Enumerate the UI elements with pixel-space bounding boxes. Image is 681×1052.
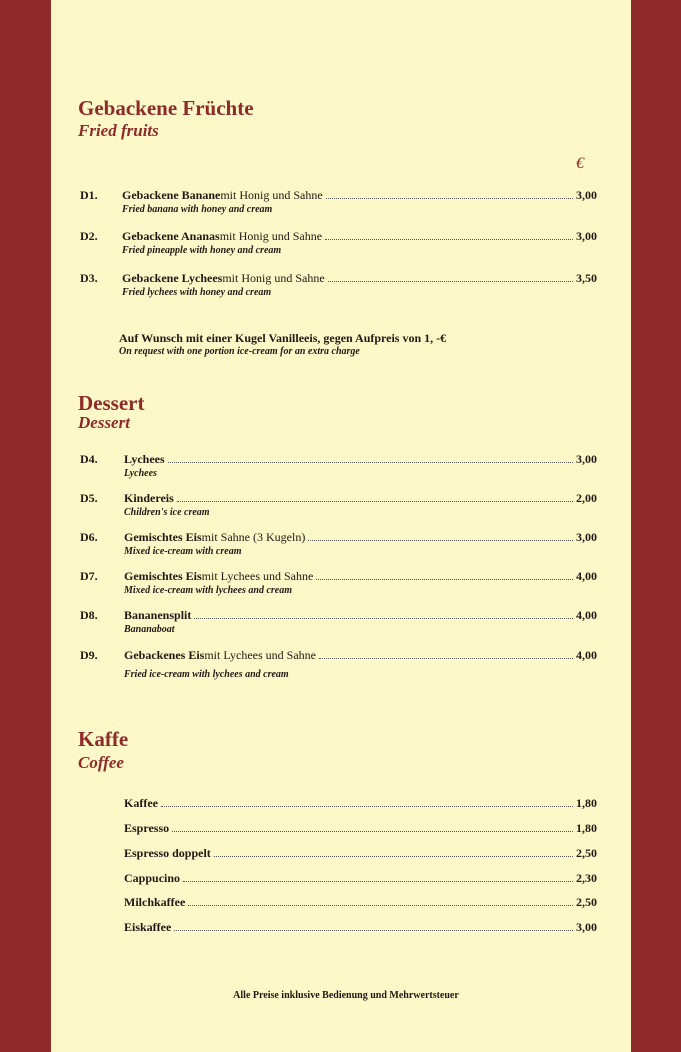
menu-item-espresso-doppelt — [51, 846, 631, 862]
menu-item-d9 — [51, 648, 631, 680]
item-code: D4. — [80, 452, 98, 466]
dot-leader — [174, 920, 573, 931]
item-code: D1. — [80, 188, 98, 202]
item-code: D6. — [80, 530, 98, 544]
item-price: 2,50 — [576, 895, 597, 909]
menu-item-d6 — [51, 530, 631, 562]
item-name: Espresso doppelt — [124, 846, 211, 860]
item-extra: mit Honig und Sahne — [222, 271, 325, 285]
item-name: Eiskaffee — [124, 920, 172, 934]
section-subtitle-dessert: Dessert — [78, 413, 130, 432]
item-price: 3,00 — [576, 920, 597, 934]
item-price: 4,00 — [576, 648, 597, 662]
dot-leader — [308, 530, 573, 541]
item-name: Gebackene Banane — [122, 188, 221, 202]
item-line — [122, 271, 597, 286]
section-subtitle-fried-fruits: Fried fruits — [78, 121, 159, 140]
item-price: 3,00 — [576, 188, 597, 202]
item-name: Bananensplit — [124, 608, 192, 622]
item-name: Gebackenes Eis — [124, 648, 205, 662]
item-extra: mit Honig und Sahne — [220, 188, 323, 202]
item-name: Cappucino — [124, 871, 181, 885]
menu-item-d4 — [51, 452, 631, 484]
item-name: Milchkaffee — [124, 895, 186, 909]
item-translation: Bananaboat — [124, 624, 175, 635]
item-name: Kindereis — [124, 491, 174, 505]
item-name: Kaffee — [124, 796, 158, 810]
dot-leader — [319, 648, 573, 659]
item-price: 2,50 — [576, 846, 597, 860]
dot-leader — [172, 821, 573, 832]
dot-leader — [316, 569, 573, 580]
item-line — [124, 796, 597, 811]
menu-item-d5 — [51, 491, 631, 523]
dot-leader — [194, 608, 573, 619]
item-line — [124, 569, 597, 584]
item-price: 2,00 — [576, 491, 597, 505]
item-price: 2,30 — [576, 871, 597, 885]
item-name: Gemischtes Eis — [124, 569, 202, 583]
menu-item-d7 — [51, 569, 631, 601]
item-line — [122, 188, 597, 203]
dot-leader — [177, 491, 573, 502]
item-translation: Fried lychees with honey and cream — [122, 287, 272, 298]
item-price: 3,00 — [576, 530, 597, 544]
item-translation: Mixed ice-cream with lychees and cream — [124, 585, 293, 596]
item-translation: Fried pineapple with honey and cream — [122, 245, 282, 256]
menu-item-eiskaffee — [51, 920, 631, 936]
item-line — [124, 452, 597, 467]
item-extra: mit Lychees und Sahne — [201, 569, 314, 583]
currency-symbol: € — [576, 155, 584, 172]
dot-leader — [168, 452, 573, 463]
menu-item-d3 — [51, 271, 631, 303]
dot-leader — [214, 846, 573, 857]
item-extra: mit Lychees und Sahne — [204, 648, 316, 662]
item-translation: Fried banana with honey and cream — [122, 204, 273, 215]
item-line — [122, 229, 597, 244]
item-line — [124, 920, 597, 935]
menu-item-d1 — [51, 188, 631, 220]
ice-cream-note: Auf Wunsch mit einer Kugel Vanilleeis, gegen Aufpreis von 1, -€ — [119, 331, 447, 345]
section-title-coffee: Kaffe — [78, 727, 129, 751]
item-line — [124, 608, 597, 623]
price-footer-note: Alle Preise inklusive Bedienung und Mehrwertsteuer — [233, 990, 459, 1001]
item-line — [124, 846, 597, 861]
item-name: Gemischtes Eis — [124, 530, 202, 544]
item-line — [124, 491, 597, 506]
section-title-fried-fruits: Gebackene Früchte — [78, 96, 254, 120]
item-code: D3. — [80, 271, 98, 285]
menu-item-kaffee — [51, 796, 631, 812]
item-line — [124, 648, 597, 663]
item-extra: mit Honig und Sahne — [219, 229, 323, 243]
dot-leader — [183, 871, 573, 882]
item-name: Lychees — [124, 452, 165, 466]
item-price: 1,80 — [576, 796, 597, 810]
ice-cream-note-translation: On request with one portion ice-cream for an extra charge — [119, 346, 360, 357]
menu-item-cappucino — [51, 871, 631, 887]
menu-page — [51, 0, 631, 1052]
item-price: 1,80 — [576, 821, 597, 835]
item-translation: Lychees — [124, 468, 157, 479]
item-code: D8. — [80, 608, 98, 622]
item-price: 3,00 — [576, 229, 597, 243]
dot-leader — [161, 796, 573, 807]
item-code: D9. — [80, 648, 98, 662]
item-code: D5. — [80, 491, 98, 505]
dot-leader — [326, 188, 573, 199]
menu-item-milchkaffee — [51, 895, 631, 911]
item-price: 4,00 — [576, 608, 597, 622]
item-name: Espresso — [124, 821, 170, 835]
item-price: 4,00 — [576, 569, 597, 583]
item-code: D2. — [80, 229, 98, 243]
item-name: Gebackene Lychees — [122, 271, 223, 285]
menu-item-d8 — [51, 608, 631, 640]
item-translation: Fried ice-cream with lychees and cream — [124, 669, 289, 680]
item-line — [124, 895, 597, 910]
section-subtitle-coffee: Coffee — [78, 753, 124, 772]
dot-leader — [188, 895, 573, 906]
item-extra: mit Sahne (3 Kugeln) — [201, 530, 306, 544]
section-title-dessert: Dessert — [78, 391, 145, 415]
item-line — [124, 530, 597, 545]
item-line — [124, 821, 597, 836]
dot-leader — [325, 229, 573, 240]
item-translation: Mixed ice-cream with cream — [124, 546, 242, 557]
item-price: 3,00 — [576, 452, 597, 466]
menu-item-d2 — [51, 229, 631, 261]
dot-leader — [328, 271, 573, 282]
menu-item-espresso — [51, 821, 631, 837]
item-name: Gebackene Ananas — [122, 229, 220, 243]
item-price: 3,50 — [576, 271, 597, 285]
item-code: D7. — [80, 569, 98, 583]
item-line — [124, 871, 597, 886]
item-translation: Children's ice cream — [124, 507, 210, 518]
